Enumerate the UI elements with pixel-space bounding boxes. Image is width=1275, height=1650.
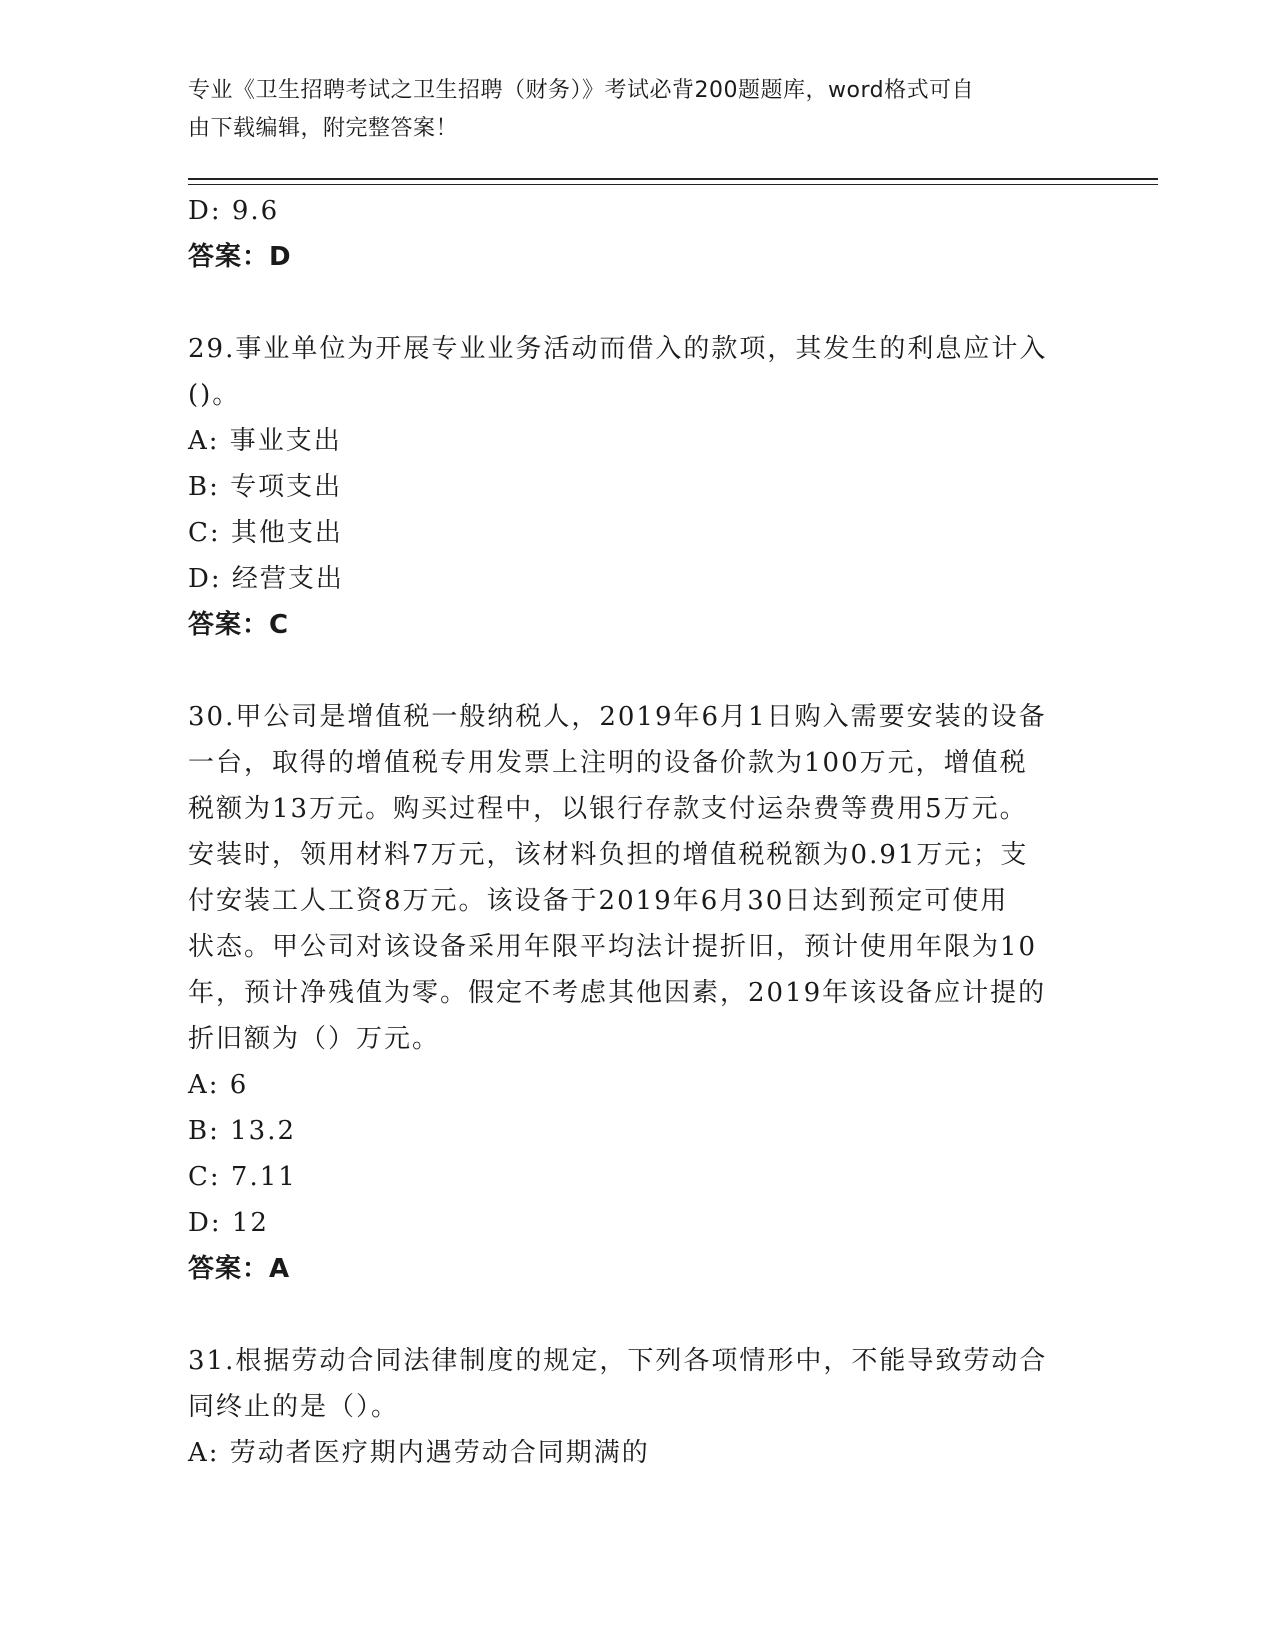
question-text-line: 付安装工人工资8万元。该设备于2019年6月30日达到预定可使用 [188,886,1009,916]
question-text-line: 状态。甲公司对该设备采用年限平均法计提折旧，预计使用年限为10 [188,932,1038,962]
option-c: C: 其他支出 [188,518,343,548]
option-a: A: 劳动者医疗期内遇劳动合同期满的 [188,1438,650,1468]
option-a: A: 6 [188,1070,249,1100]
question-text-line: 安装时，领用材料7万元，该材料负担的增值税税额为0.91万元；支 [188,840,1029,870]
header-line-1: 专业《卫生招聘考试之卫生招聘（财务）》考试必背200题题库，word格式可自 [188,78,975,103]
header-line-2: 由下载编辑，附完整答案！ [188,116,459,141]
question-text-line: ()。 [188,380,241,410]
header-divider-thin [188,184,1158,185]
answer-line: 答案：D [188,242,292,272]
option-b: B: 专项支出 [188,472,343,502]
question-text-line: 折旧额为（）万元。 [188,1024,441,1054]
header-divider-thick [188,178,1158,180]
question-text-line: 一台，取得的增值税专用发票上注明的设备价款为100万元，增值税 [188,748,1028,778]
previous-question-tail [188,188,1088,280]
question-30 [188,694,1088,1292]
question-text-line: 同终止的是（）。 [188,1392,400,1422]
option-b: B: 13.2 [188,1116,297,1146]
answer-line: 答案：A [188,1254,291,1284]
option-d: D: 12 [188,1208,269,1238]
question-text-line: 年，预计净残值为零。假定不考虑其他因素，2019年该设备应计提的 [188,978,1047,1008]
question-text-line: 31.根据劳动合同法律制度的规定，下列各项情形中，不能导致劳动合 [188,1346,1048,1376]
option-d: D: 9.6 [188,196,280,226]
question-31 [188,1338,1088,1476]
answer-line: 答案：C [188,610,290,640]
option-d: D: 经营支出 [188,564,344,594]
option-a: A: 事业支出 [188,426,342,456]
document-body [188,188,1088,1476]
question-29 [188,326,1088,648]
document-header [188,72,1068,148]
question-text-line: 30.甲公司是增值税一般纳税人，2019年6月1日购入需要安装的设备 [188,702,1047,732]
option-c: C: 7.11 [188,1162,297,1192]
question-text-line: 29.事业单位为开展专业业务活动而借入的款项，其发生的利息应计入 [188,334,1048,364]
question-text-line: 税额为13万元。购买过程中，以银行存款支付运杂费等费用5万元。 [188,794,1028,824]
